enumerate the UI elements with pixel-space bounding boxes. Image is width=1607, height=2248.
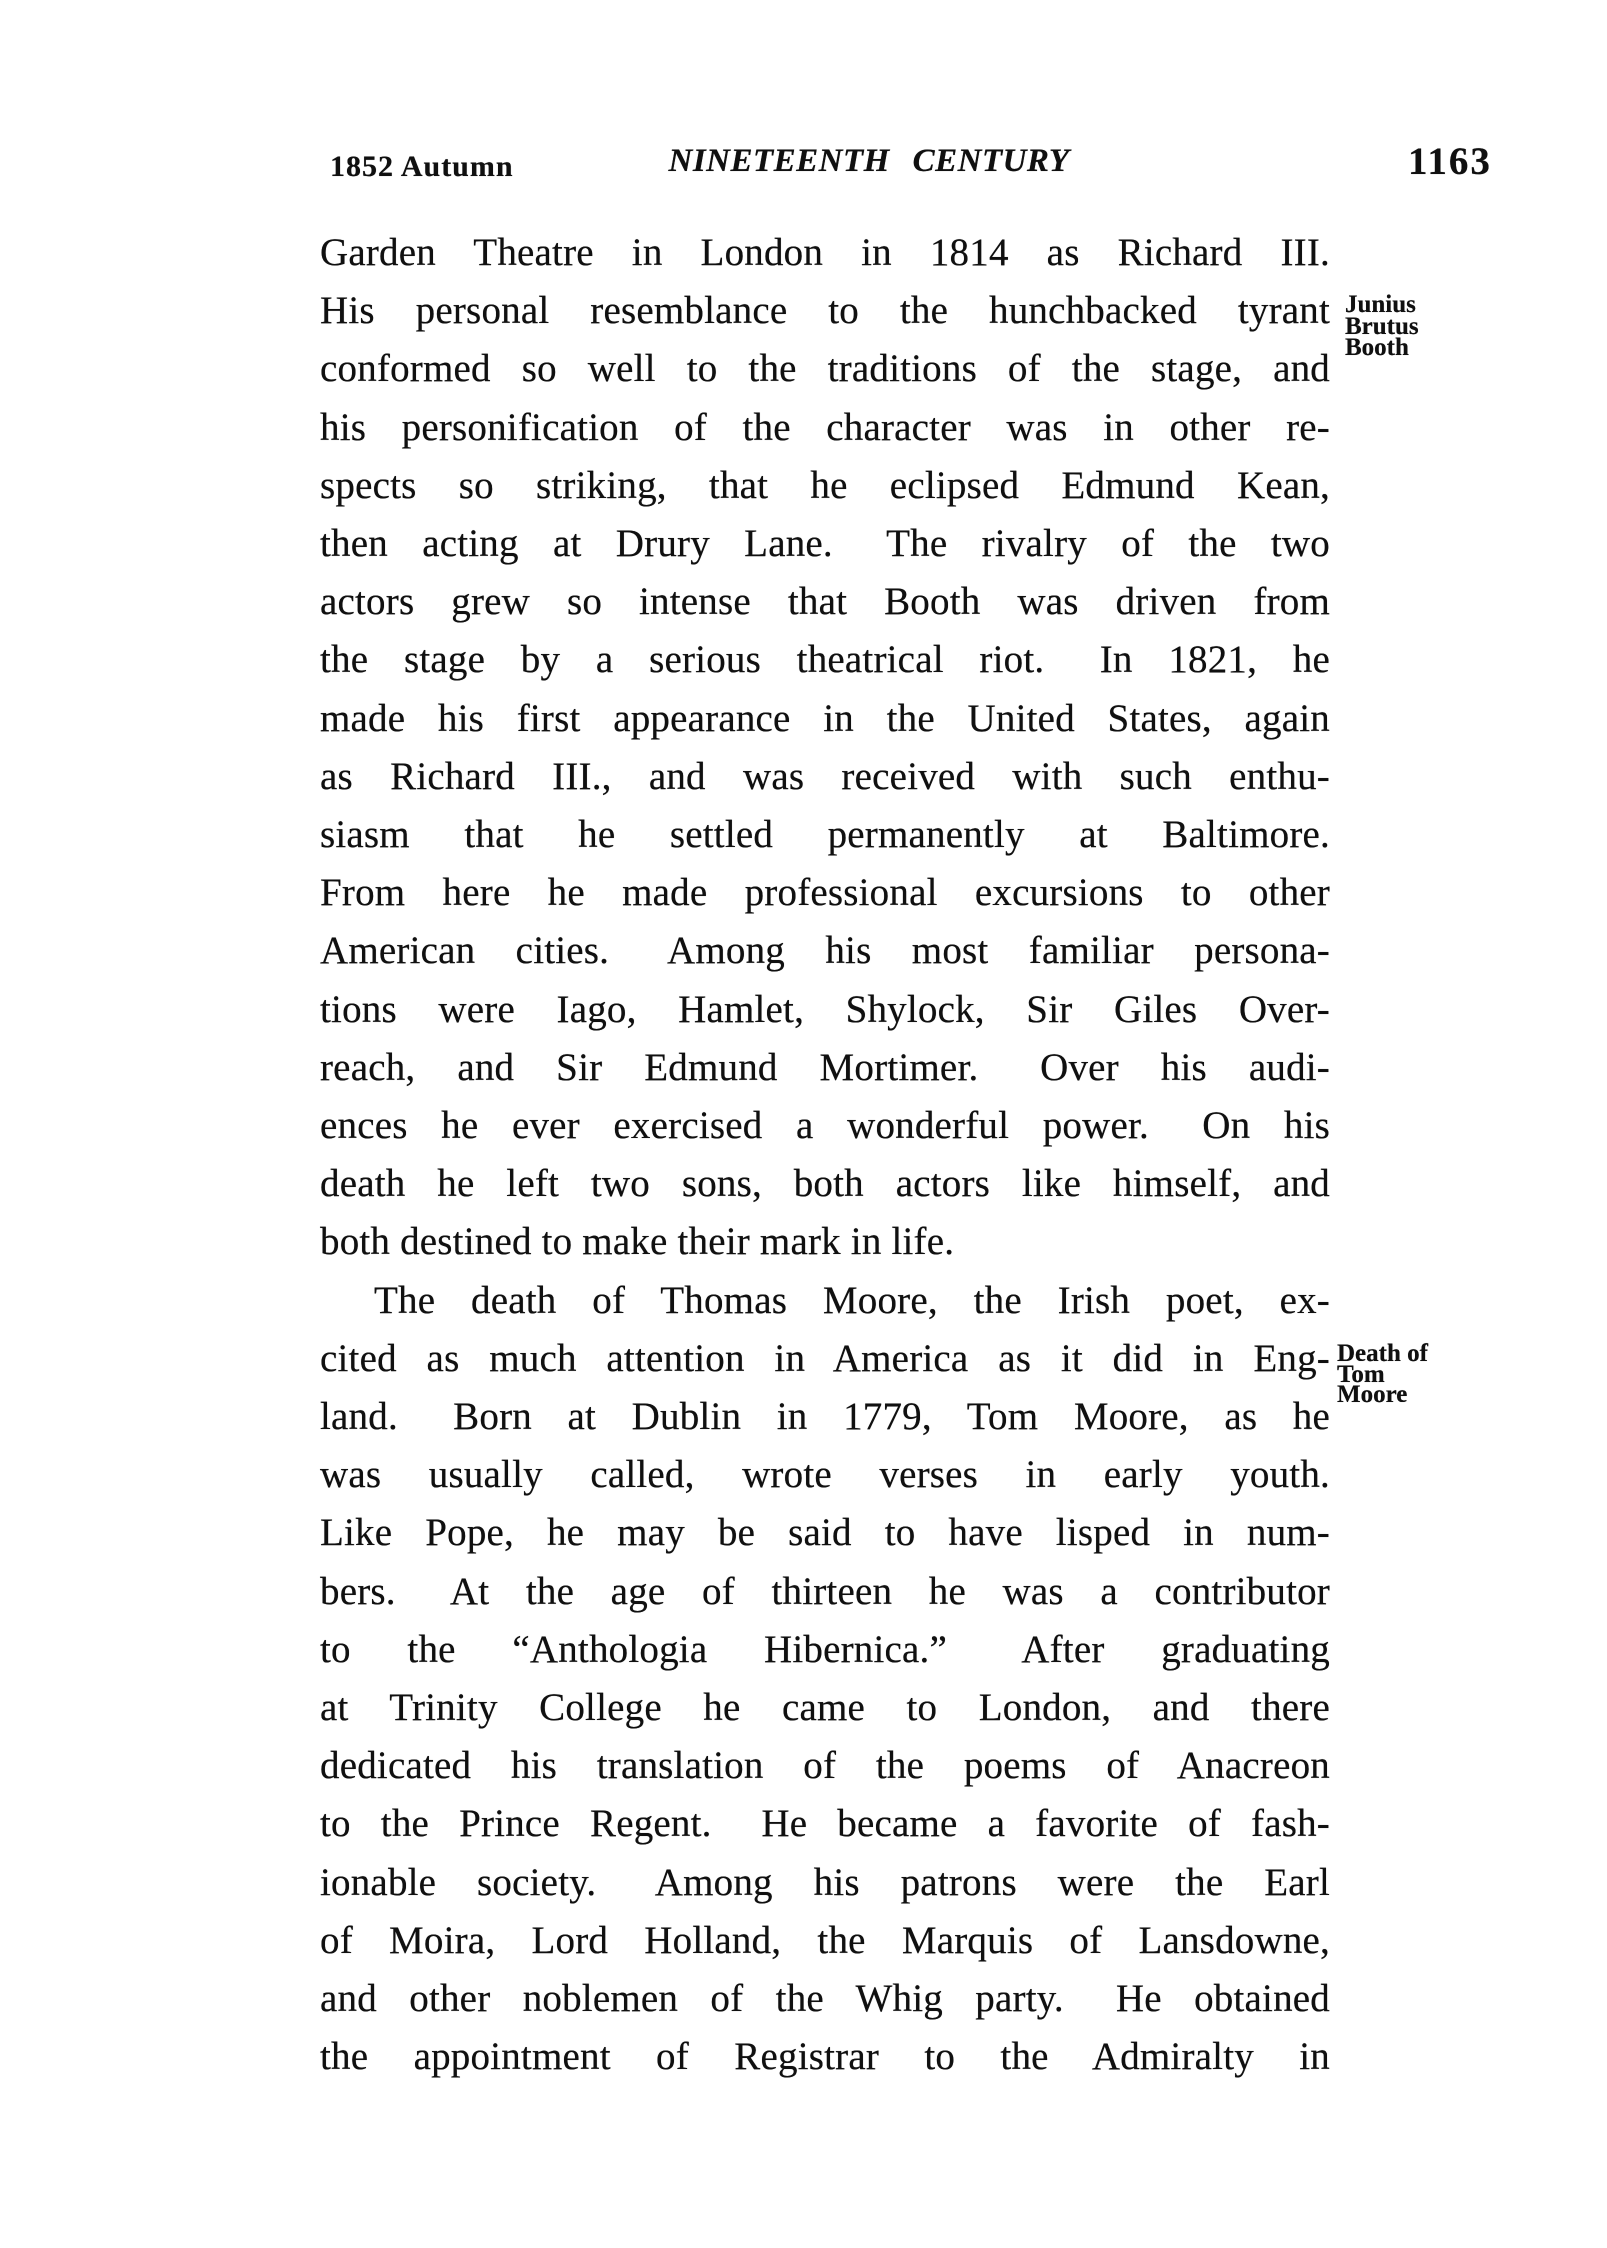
text-line: tions were Iago, Hamlet, Shylock, Sir Giles Over- [320,987,1330,1031]
text-line: siasm that he settled permanently at Baltimore. [320,813,1330,857]
page-number: 1163 [1408,140,1492,183]
margin-note-line: Brutus [1345,312,1419,340]
text-line: Like Pope, he may be said to have lisped in num- [320,1511,1330,1555]
margin-note-line: Death of [1337,1340,1428,1367]
text-line: bers. At the age of thirteen he was a contributor [320,1569,1330,1613]
text-line: then acting at Drury Lane. The rivalry of the two [320,522,1330,566]
margin-note-death-of-tom-moore [1337,1340,1428,1408]
text-line: dedicated his translation of the poems of Anacreon [320,1744,1330,1788]
journal-title: NINETEENTH CENTURY [668,143,1070,179]
margin-note-junius-brutus-booth [1345,291,1419,361]
text-line: land. Born at Dublin in 1779, Tom Moore, as he [320,1395,1330,1439]
margin-note-line: Moore [1337,1381,1408,1408]
text-line: to the Prince Regent. He became a favorite of fash- [320,1802,1330,1846]
text-line: From here he made professional excursions to other [320,871,1330,915]
text-line: actors grew so intense that Booth was driven from [320,580,1330,624]
text-line: the stage by a serious theatrical riot. In 1821, he [320,638,1330,682]
text-line: ences he ever exercised a wonderful power. On his [320,1104,1330,1148]
text-line: Garden Theatre in London in 1814 as Richard III. [320,231,1330,274]
margin-note-line: Junius [1345,291,1416,318]
text-line: made his first appearance in the United States, again [320,696,1330,740]
text-line: as Richard III., and was received with such enthu- [320,754,1330,798]
text-line: His personal resemblance to the hunchbacked tyrant [320,289,1330,333]
text-line: was usually called, wrote verses in early youth. [320,1453,1330,1497]
text-line: American cities. Among his most familiar persona- [320,929,1330,973]
text-line: the appointment of Registrar to the Admiralty in [320,2035,1330,2079]
text-line: The death of Thomas Moore, the Irish poet, ex- [374,1278,1330,1322]
text-line: and other noblemen of the Whig party. He obtained [320,1977,1330,2021]
text-line: to the “Anthologia Hibernica.” After graduating [320,1627,1330,1671]
text-line: reach, and Sir Edmund Mortimer. Over his audi- [320,1045,1330,1089]
text-line: cited as much attention in America as it did in Eng- [320,1336,1330,1380]
text-line: of Moira, Lord Holland, the Marquis of Lansdowne, [320,1918,1330,1962]
text-line: spects so striking, that he eclipsed Edmund Kean, [320,463,1330,507]
body-text-column [320,224,1330,2087]
margin-note-line: Booth [1345,334,1409,361]
text-line: ionable society. Among his patrons were the Earl [320,1860,1330,1904]
running-head-date: 1852 Autumn [330,150,514,183]
text-line: his personification of the character was in other re- [320,405,1330,449]
margin-note-line: Tom [1337,1360,1385,1388]
text-line: death he left two sons, both actors like himself, and [320,1162,1330,1206]
text-line: both destined to make their mark in life. [320,1220,955,1264]
text-line: conformed so well to the traditions of the stage, and [320,347,1330,391]
text-line: at Trinity College he came to London, and there [320,1686,1330,1730]
